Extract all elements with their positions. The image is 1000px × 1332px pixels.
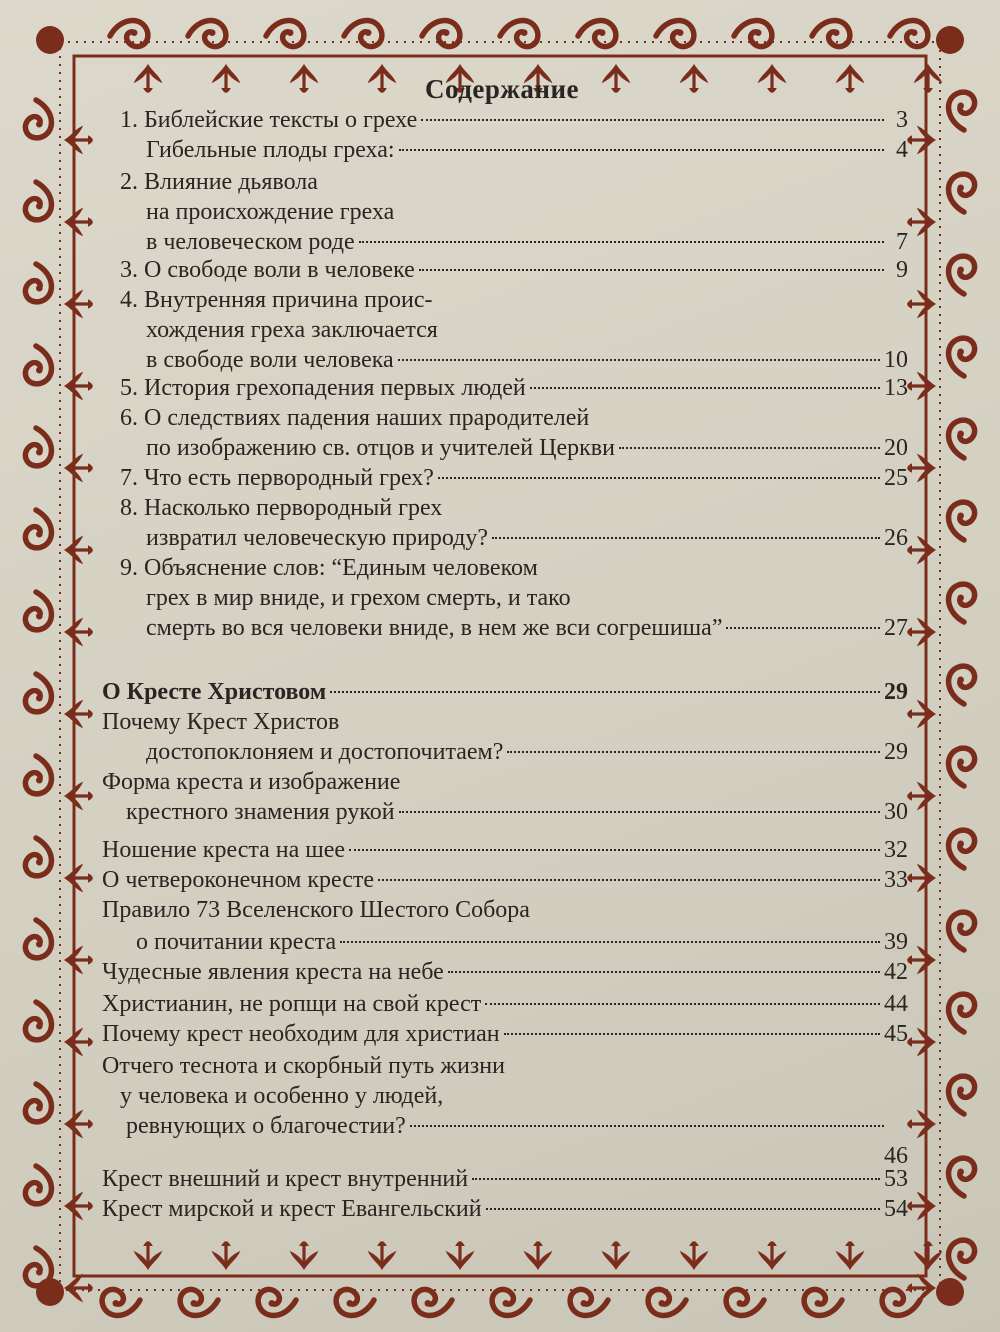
toc-entry bbox=[120, 553, 908, 584]
toc-entry bbox=[120, 285, 908, 316]
toc-entry-title: крестного знамения рукой bbox=[126, 799, 395, 825]
scroll-ornament bbox=[110, 21, 148, 47]
toc-entry-page-number: 44 bbox=[884, 991, 908, 1017]
toc-entry-title: Правило 73 Вселенского Шестого Собора bbox=[102, 897, 530, 923]
toc-entry-page-number: 32 bbox=[884, 837, 908, 863]
toc-entry bbox=[126, 1111, 908, 1142]
toc-entry bbox=[102, 895, 908, 926]
toc-entry-title: Почему крест необходим для христиан bbox=[102, 1021, 500, 1047]
dot-leader bbox=[486, 1207, 880, 1210]
scroll-ornament bbox=[25, 510, 51, 548]
toc-entry-title: в свободе воли человека bbox=[146, 347, 394, 373]
corner-rosette bbox=[36, 1278, 64, 1306]
dot-leader bbox=[410, 1124, 884, 1127]
fleur-ornament bbox=[907, 1110, 936, 1139]
dot-leader bbox=[359, 240, 884, 243]
scroll-ornament bbox=[25, 346, 51, 384]
fleur-ornament bbox=[907, 126, 936, 155]
toc-entry-page-number: 33 bbox=[884, 867, 908, 893]
toc-entry bbox=[146, 227, 908, 258]
toc-entry bbox=[120, 167, 908, 198]
scroll-ornament bbox=[25, 920, 51, 958]
dot-leader bbox=[438, 476, 880, 479]
dot-leader bbox=[492, 536, 880, 539]
fleur-ornament bbox=[907, 290, 936, 319]
toc-entry bbox=[146, 345, 908, 376]
toc-entry bbox=[146, 197, 908, 228]
toc-entry bbox=[126, 797, 908, 828]
scroll-ornament bbox=[102, 1289, 140, 1315]
scroll-ornament bbox=[734, 21, 772, 47]
toc-entry bbox=[102, 957, 908, 988]
scroll-ornament bbox=[25, 1166, 51, 1204]
scroll-ornament bbox=[949, 584, 975, 622]
toc-entry-title: Христианин, не ропщи на свой крест bbox=[102, 991, 482, 1017]
scroll-ornament bbox=[949, 502, 975, 540]
fleur-ornament bbox=[907, 372, 936, 401]
scroll-ornament bbox=[500, 21, 538, 47]
toc-entry bbox=[146, 583, 908, 614]
scroll-ornament bbox=[648, 1289, 686, 1315]
scroll-ornament bbox=[336, 1289, 374, 1315]
scroll-ornament bbox=[25, 1002, 51, 1040]
toc-entry-page-number: 7 bbox=[896, 229, 908, 255]
scroll-ornament bbox=[25, 1084, 51, 1122]
fleur-ornament bbox=[907, 1274, 936, 1303]
scroll-ornament bbox=[890, 21, 928, 47]
dot-leader bbox=[619, 446, 880, 449]
scroll-ornament bbox=[258, 1289, 296, 1315]
toc-entry-page-number: 45 bbox=[884, 1021, 908, 1047]
fleur-ornament bbox=[64, 1274, 93, 1303]
toc-entry-title: в человеческом роде bbox=[146, 229, 355, 255]
fleur-ornament bbox=[64, 454, 93, 483]
dot-leader bbox=[530, 386, 880, 389]
scroll-ornament bbox=[949, 420, 975, 458]
toc-entry bbox=[120, 463, 908, 494]
scroll-ornament bbox=[25, 182, 51, 220]
dot-leader bbox=[507, 750, 880, 753]
toc-entry-page-number: 53 bbox=[884, 1166, 908, 1192]
toc-entry-title: извратил человеческую природу? bbox=[146, 525, 489, 551]
toc-entry-title: Гибельные плоды греха: bbox=[146, 137, 395, 163]
toc-entry bbox=[120, 1081, 908, 1112]
toc-entry-page-number: 3 bbox=[896, 107, 908, 133]
toc-entry bbox=[146, 737, 908, 768]
toc-entry bbox=[102, 767, 908, 798]
toc-entry-title: 9. Объяснение слов: “Единым человеком bbox=[120, 555, 538, 581]
scroll-ornament bbox=[578, 21, 616, 47]
dot-leader bbox=[398, 358, 880, 361]
dot-leader bbox=[419, 268, 884, 271]
fleur-ornament bbox=[64, 290, 93, 319]
toc-entry bbox=[102, 707, 908, 738]
fleur-ornament bbox=[907, 782, 936, 811]
fleur-ornament bbox=[907, 864, 936, 893]
toc-entry-title: 5. История грехопадения первых людей bbox=[120, 375, 526, 401]
fleur-ornament bbox=[914, 64, 943, 93]
toc-entry bbox=[146, 433, 908, 464]
toc-entry bbox=[120, 105, 908, 136]
toc-entry-title: Ношение креста на шее bbox=[102, 837, 346, 863]
toc-entry bbox=[120, 493, 908, 524]
toc-entry bbox=[102, 989, 908, 1020]
dot-leader bbox=[421, 118, 884, 121]
toc-entry-title: на происхождение греха bbox=[146, 199, 395, 225]
scroll-ornament bbox=[492, 1289, 530, 1315]
toc-entry-title: Отчего теснота и скорбный путь жизни bbox=[102, 1053, 505, 1079]
toc-entry-title: 6. О следствиях падения наших прародителей bbox=[120, 405, 590, 431]
toc-entry bbox=[102, 1019, 908, 1050]
toc-entry-title: 1. Библейские тексты о грехе bbox=[120, 107, 418, 133]
scroll-ornament bbox=[882, 1289, 920, 1315]
toc-entry bbox=[120, 255, 908, 286]
scroll-ornament bbox=[949, 338, 975, 376]
scroll-ornament bbox=[414, 1289, 452, 1315]
corner-rosette bbox=[36, 26, 64, 54]
fleur-ornament bbox=[907, 1192, 936, 1221]
dot-leader bbox=[485, 1002, 880, 1005]
toc-entry-title: достопоклоняем и достопочитаем? bbox=[146, 739, 504, 765]
fleur-ornament bbox=[64, 864, 93, 893]
fleur-ornament bbox=[64, 1192, 93, 1221]
toc-entry-page-number: 9 bbox=[896, 257, 908, 283]
toc-entry bbox=[146, 613, 908, 644]
scroll-ornament bbox=[949, 1076, 975, 1114]
toc-entry-title: 8. Насколько первородный грех bbox=[120, 495, 443, 521]
fleur-ornament bbox=[64, 208, 93, 237]
scroll-ornament bbox=[949, 830, 975, 868]
toc-entry-title: у человека и особенно у людей, bbox=[120, 1083, 444, 1109]
fleur-ornament bbox=[907, 208, 936, 237]
toc-entry-title: Почему Крест Христов bbox=[102, 709, 340, 735]
toc-entry bbox=[102, 1051, 908, 1082]
corner-rosette bbox=[936, 1278, 964, 1306]
scroll-ornament bbox=[804, 1289, 842, 1315]
toc-entry-title: О Кресте Христовом bbox=[102, 679, 327, 705]
toc-entry bbox=[146, 315, 908, 346]
scroll-ornament bbox=[422, 21, 460, 47]
fleur-ornament bbox=[64, 1110, 93, 1139]
dot-leader bbox=[504, 1032, 880, 1035]
dot-leader bbox=[399, 810, 880, 813]
fleur-ornament bbox=[64, 618, 93, 647]
scroll-ornament bbox=[726, 1289, 764, 1315]
fleur-ornament bbox=[907, 536, 936, 565]
toc-entry bbox=[102, 1164, 908, 1195]
fleur-ornament bbox=[64, 372, 93, 401]
scroll-ornament bbox=[570, 1289, 608, 1315]
toc-entry-title: 3. О свободе воли в человеке bbox=[120, 257, 415, 283]
toc-entry-title: 2. Влияние дьявола bbox=[120, 169, 318, 195]
toc-entry-page-number: 39 bbox=[884, 929, 908, 955]
scroll-ornament bbox=[949, 748, 975, 786]
fleur-ornament bbox=[907, 700, 936, 729]
toc-entry-title: грех в мир вниде, и грехом смерть, и тако bbox=[146, 585, 571, 611]
fleur-ornament bbox=[64, 1028, 93, 1057]
dot-leader bbox=[340, 940, 880, 943]
fleur-ornament bbox=[907, 618, 936, 647]
fleur-ornament bbox=[914, 1241, 943, 1270]
toc-entry-title: смерть во вся человеки вниде, в нем же вси согрешиша” bbox=[146, 615, 723, 641]
toc-entry-page-number: 54 bbox=[884, 1196, 908, 1222]
scroll-ornament bbox=[25, 674, 51, 712]
scroll-ornament bbox=[188, 21, 226, 47]
corner-rosette bbox=[936, 26, 964, 54]
toc-entry-page-number: 25 bbox=[884, 465, 908, 491]
table-of-contents bbox=[96, 70, 908, 1250]
scroll-ornament bbox=[949, 256, 975, 294]
fleur-ornament bbox=[64, 126, 93, 155]
toc-entry-page-number: 29 bbox=[884, 739, 908, 765]
toc-entry-title: по изображению св. отцов и учителей Церкви bbox=[146, 435, 615, 461]
fleur-ornament bbox=[64, 700, 93, 729]
toc-entry-title: 4. Внутренняя причина проис- bbox=[120, 287, 433, 313]
scroll-ornament bbox=[812, 21, 850, 47]
toc-entry-page-number: 46 bbox=[884, 1143, 908, 1169]
dot-leader bbox=[330, 690, 880, 693]
dot-leader bbox=[399, 148, 884, 151]
scroll-ornament bbox=[949, 174, 975, 212]
toc-entry-page-number: 27 bbox=[884, 615, 908, 641]
fleur-ornament bbox=[907, 1028, 936, 1057]
scroll-ornament bbox=[949, 666, 975, 704]
toc-entry-page-number: 29 bbox=[884, 679, 908, 705]
toc-entry-page-number: 4 bbox=[896, 137, 908, 163]
toc-entry-title: о почитании креста bbox=[136, 929, 337, 955]
toc-entry-page-number: 26 bbox=[884, 525, 908, 551]
toc-entry bbox=[102, 1194, 908, 1225]
toc-entry-page-number: 30 bbox=[884, 799, 908, 825]
scroll-ornament bbox=[25, 756, 51, 794]
toc-entry bbox=[146, 135, 908, 166]
dot-leader bbox=[472, 1177, 880, 1180]
toc-entry-title: ревнующих о благочестии? bbox=[126, 1113, 406, 1139]
fleur-ornament bbox=[907, 946, 936, 975]
toc-entry-title: 7. Что есть первородный грех? bbox=[120, 465, 434, 491]
toc-entry-title: Крест внешний и крест внутренний bbox=[102, 1166, 469, 1192]
fleur-ornament bbox=[64, 946, 93, 975]
toc-entry-page-number: 10 bbox=[884, 347, 908, 373]
fleur-ornament bbox=[64, 782, 93, 811]
scroll-ornament bbox=[25, 592, 51, 630]
toc-entry-title: Чудесные явления креста на небе bbox=[102, 959, 444, 985]
scroll-ornament bbox=[949, 1240, 975, 1278]
toc-entry-page-number: 42 bbox=[884, 959, 908, 985]
toc-entry bbox=[120, 373, 908, 404]
scroll-ornament bbox=[25, 264, 51, 302]
toc-entry-title: хождения греха заключается bbox=[146, 317, 438, 343]
toc-heading: Содержание bbox=[424, 74, 580, 104]
scroll-ornament bbox=[949, 1158, 975, 1196]
fleur-ornament bbox=[907, 454, 936, 483]
toc-entry bbox=[102, 677, 908, 708]
toc-entry bbox=[102, 835, 908, 866]
scroll-ornament bbox=[949, 912, 975, 950]
toc-entry bbox=[146, 523, 908, 554]
dot-leader bbox=[448, 970, 880, 973]
dot-leader bbox=[378, 878, 880, 881]
toc-entry-page-number: 20 bbox=[884, 435, 908, 461]
scroll-ornament bbox=[949, 92, 975, 130]
scroll-ornament bbox=[25, 428, 51, 466]
toc-entry-title: Крест мирской и крест Евангельский bbox=[102, 1196, 482, 1222]
scroll-ornament bbox=[25, 100, 51, 138]
scroll-ornament bbox=[266, 21, 304, 47]
toc-entry-title: Форма креста и изображение bbox=[102, 769, 401, 795]
toc-entry bbox=[136, 927, 908, 958]
fleur-ornament bbox=[64, 536, 93, 565]
toc-entry bbox=[102, 865, 908, 896]
dot-leader bbox=[726, 626, 880, 629]
toc-entry-title: О четвероконечном кресте bbox=[102, 867, 375, 893]
scroll-ornament bbox=[180, 1289, 218, 1315]
scroll-ornament bbox=[949, 994, 975, 1032]
toc-entry-page-number: 13 bbox=[884, 375, 908, 401]
toc-entry bbox=[120, 403, 908, 434]
scroll-ornament bbox=[25, 838, 51, 876]
dot-leader bbox=[349, 848, 880, 851]
